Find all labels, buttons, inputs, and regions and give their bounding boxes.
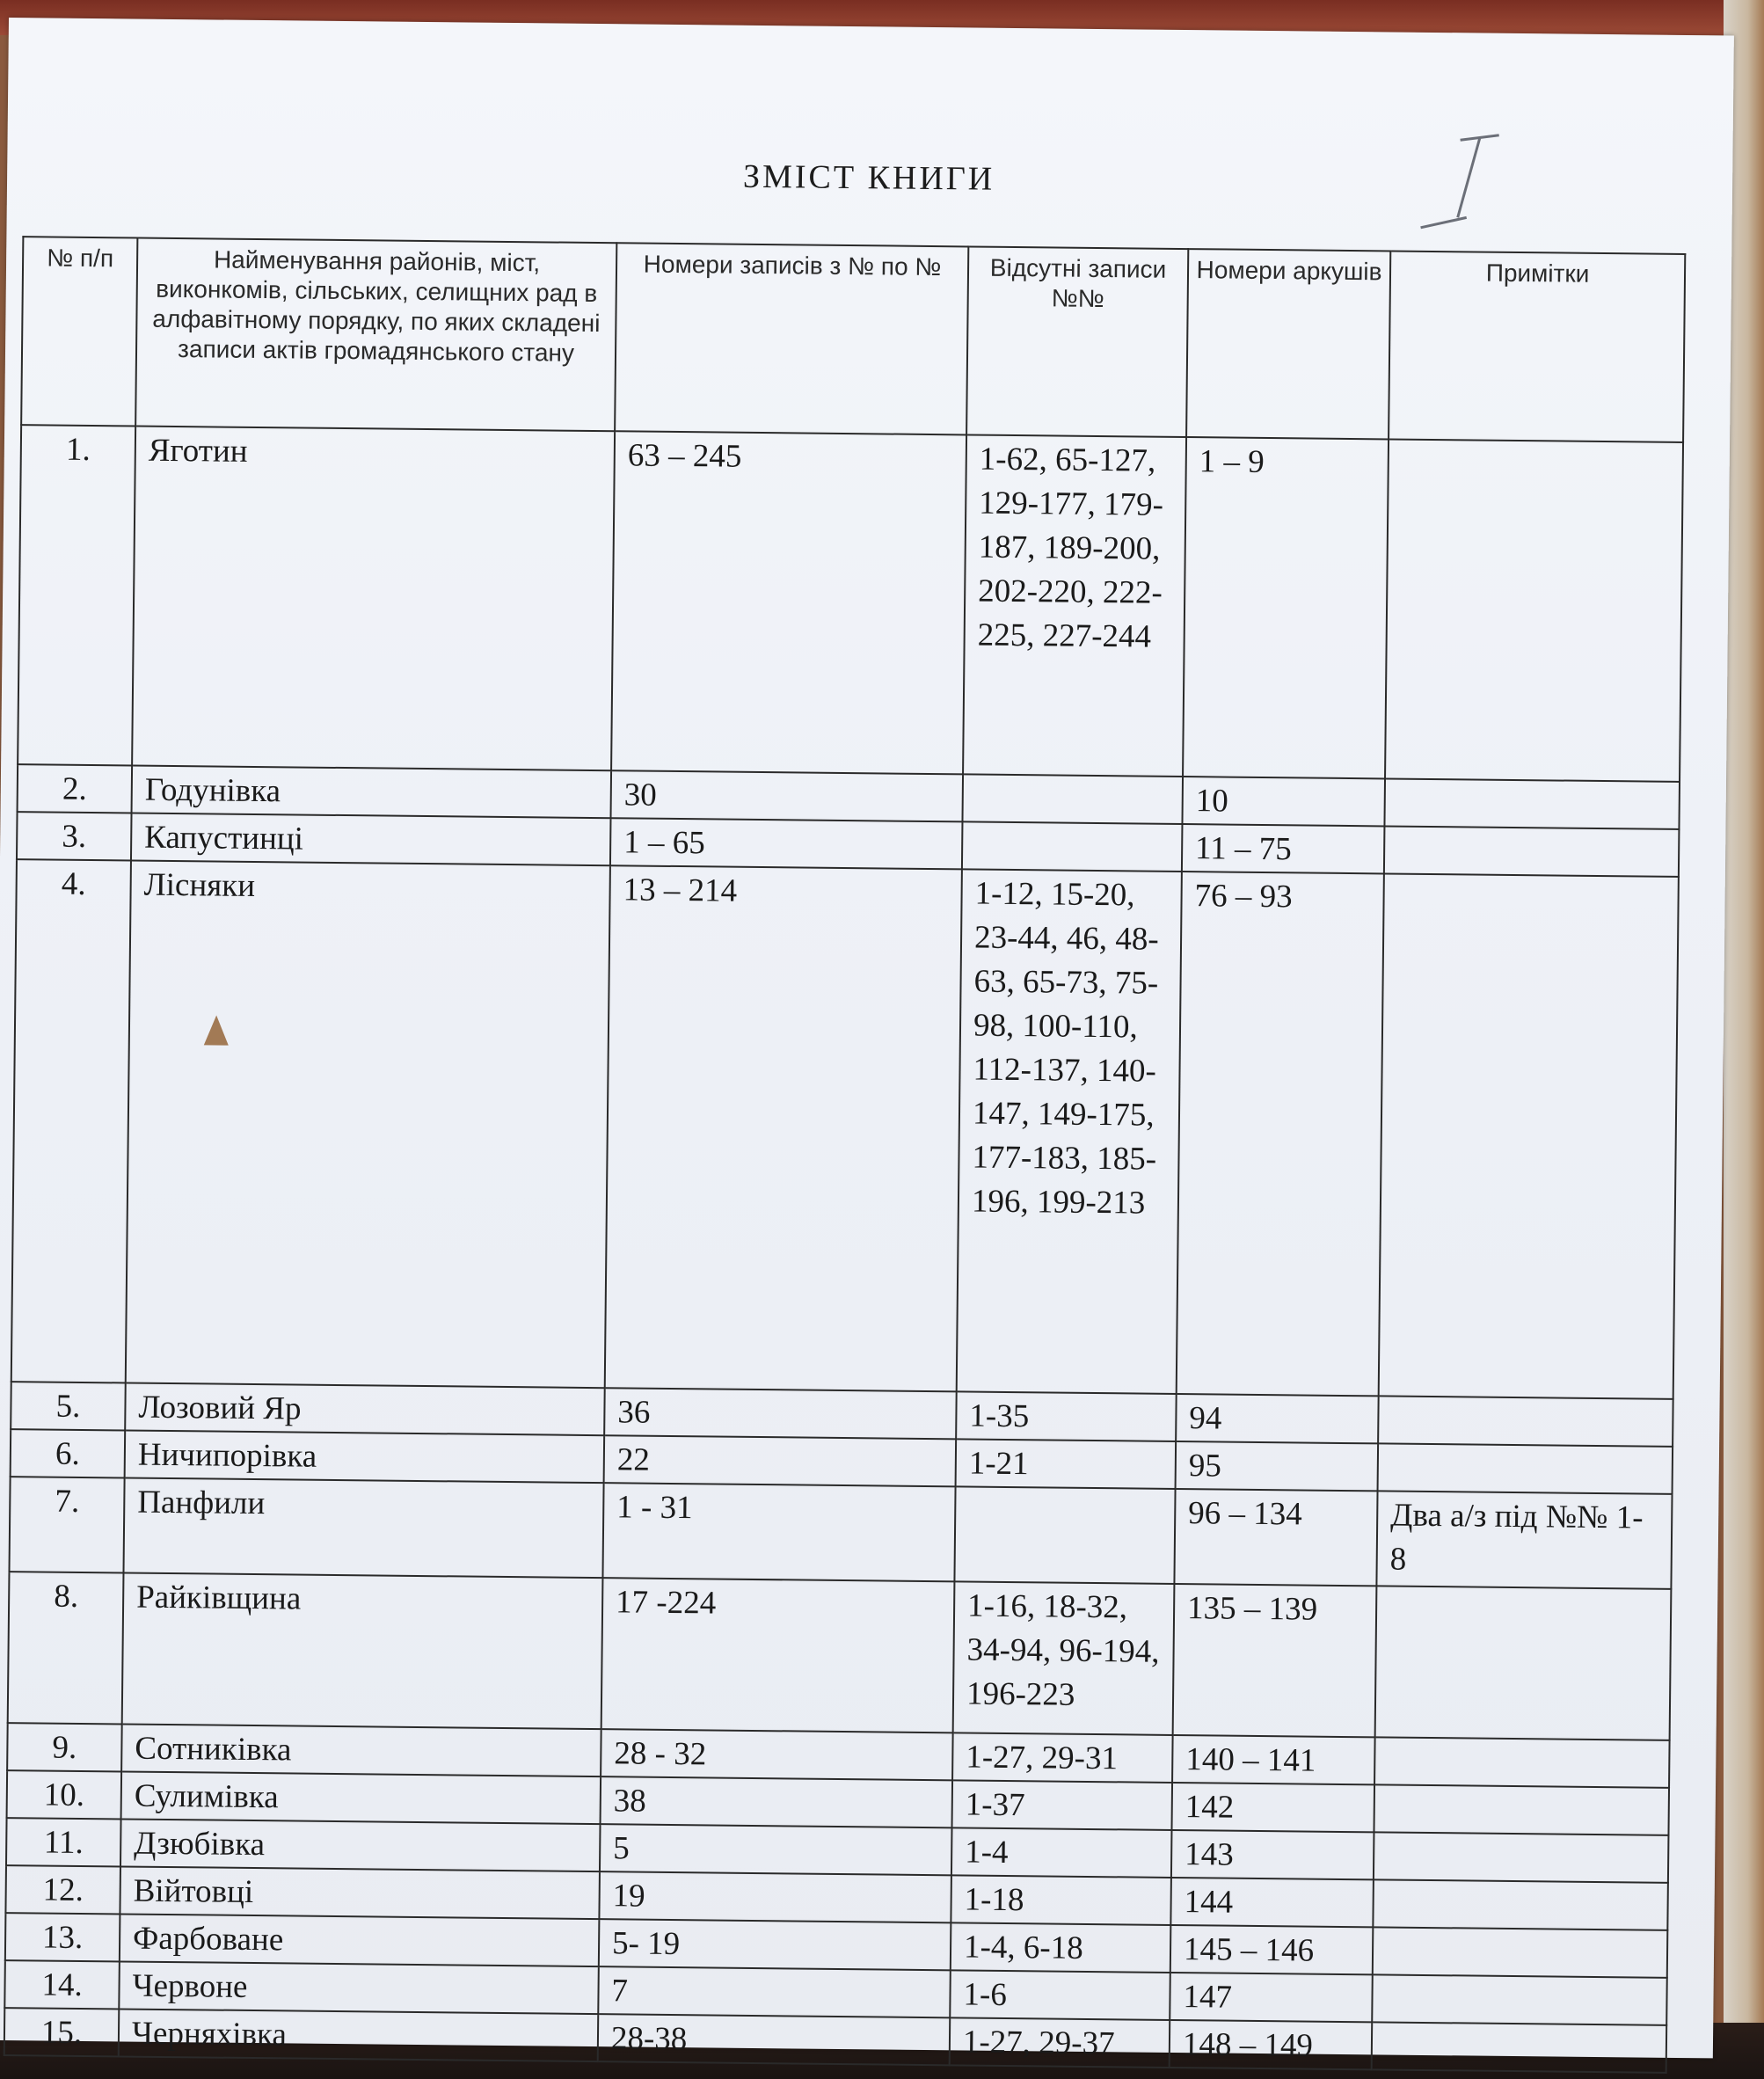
row-sheets: 148 – 149 <box>1170 2020 1373 2069</box>
table-row <box>8 1572 1672 1740</box>
row-name: Сотниківка <box>121 1724 601 1776</box>
row-sheets: 144 <box>1170 1878 1374 1927</box>
row-number: 3. <box>17 812 132 860</box>
row-number: 5. <box>11 1382 126 1430</box>
row-sheets: 96 – 134 <box>1174 1489 1377 1586</box>
row-records: 63 – 245 <box>611 431 966 774</box>
header-name: Найменування районів, міст, виконкомів, сільських, селищних рад в алфавітному порядку, по яких складені записи актів громадянського стану <box>135 238 616 432</box>
row-absent: 1-12, 15-20, 23-44, 46, 48-63, 65-73, 75-98, 100-110, 112-137, 140-147, 149-175, 177-183, 185-196, 199-213 <box>957 869 1182 1394</box>
row-records: 38 <box>601 1776 953 1827</box>
row-records: 36 <box>604 1388 957 1439</box>
row-records: 7 <box>598 1966 951 2017</box>
row-records: 30 <box>611 770 964 821</box>
row-records: 19 <box>599 1871 951 1922</box>
row-number: 8. <box>8 1572 124 1724</box>
table-row <box>11 859 1679 1399</box>
row-sheets: 147 <box>1170 1973 1373 2022</box>
header-number: № п/п <box>21 237 137 426</box>
row-name: Яготин <box>132 427 615 771</box>
row-name: Червоне <box>119 1961 599 2014</box>
row-sheets: 135 – 139 <box>1173 1584 1377 1737</box>
header-records: Номери записів з № по № <box>615 243 968 434</box>
row-number: 6. <box>11 1429 126 1477</box>
row-sheets: 10 <box>1182 777 1385 826</box>
row-records: 17 -224 <box>601 1578 955 1732</box>
row-name: Сулимівка <box>121 1771 601 1824</box>
row-notes <box>1372 1974 1667 2025</box>
row-absent: 1-21 <box>956 1439 1177 1489</box>
row-name: Війтовці <box>120 1866 600 1919</box>
handwritten-numeral-mark <box>1414 129 1512 236</box>
row-name: Капустинці <box>131 813 611 866</box>
row-notes <box>1384 778 1680 829</box>
row-notes <box>1374 1784 1669 1835</box>
row-absent: 1-4, 6-18 <box>951 1922 1171 1973</box>
row-sheets: 140 – 141 <box>1172 1735 1375 1784</box>
row-notes <box>1378 1443 1673 1494</box>
row-absent: 1-6 <box>950 1970 1170 2020</box>
row-records: 1 - 31 <box>602 1483 955 1581</box>
row-records: 28-38 <box>598 2014 951 2065</box>
row-sheets: 11 – 75 <box>1182 824 1385 873</box>
row-number: 14. <box>4 1960 120 2009</box>
row-notes <box>1385 439 1683 781</box>
row-absent: 1-62, 65-127, 129-177, 179-187, 189-200, 202-220, 222-225, 227-244 <box>963 434 1186 777</box>
row-absent <box>954 1486 1175 1584</box>
row-name: Лозовий Яр <box>125 1382 605 1435</box>
row-notes: Два а/з під №№ 1-8 <box>1376 1491 1672 1589</box>
row-number: 9. <box>7 1723 122 1771</box>
row-number: 10. <box>7 1770 122 1819</box>
page-title: ЗМІСТ КНИГИ <box>742 157 995 198</box>
contents-table <box>4 236 1687 2074</box>
row-absent: 1-27, 29-37 <box>950 2017 1170 2068</box>
row-records: 5- 19 <box>599 1919 951 1970</box>
row-notes <box>1379 873 1679 1398</box>
row-sheets: 95 <box>1176 1441 1379 1491</box>
table-row <box>18 425 1683 782</box>
row-absent: 1-16, 18-32, 34-94, 96-194, 196-223 <box>953 1581 1175 1735</box>
row-notes <box>1373 1927 1668 1978</box>
row-name: Фарбоване <box>120 1914 600 1966</box>
row-absent <box>962 774 1183 824</box>
row-absent <box>962 821 1183 872</box>
row-number: 4. <box>11 859 131 1382</box>
header-sheets: Номери аркушів <box>1186 249 1390 439</box>
row-number: 15. <box>4 2008 120 2056</box>
header-notes: Примітки <box>1389 251 1685 441</box>
header-absent: Відсутні записи №№ <box>966 246 1188 437</box>
row-records: 28 - 32 <box>601 1729 953 1780</box>
row-number: 1. <box>18 425 135 765</box>
row-number: 7. <box>9 1477 124 1572</box>
row-name: Лісняки <box>126 861 610 1389</box>
row-number: 2. <box>18 764 133 813</box>
row-notes <box>1373 1879 1668 1930</box>
document-sheet <box>0 18 1734 2064</box>
row-name: Годунівка <box>132 766 612 819</box>
row-sheets: 94 <box>1176 1394 1379 1443</box>
row-name: Ничипорівка <box>125 1430 605 1483</box>
row-notes <box>1374 1832 1669 1883</box>
row-name: Райківщина <box>122 1572 603 1729</box>
row-notes <box>1384 826 1680 877</box>
row-absent: 1-4 <box>951 1827 1172 1878</box>
row-number: 12. <box>5 1865 120 1914</box>
table-row <box>9 1477 1672 1589</box>
row-absent: 1-37 <box>952 1780 1173 1830</box>
row-records: 22 <box>604 1435 957 1486</box>
row-notes <box>1374 1737 1670 1788</box>
row-name: Дзюбівка <box>120 1819 601 1871</box>
row-records: 13 – 214 <box>605 865 962 1391</box>
row-records: 1 – 65 <box>610 818 963 869</box>
table-header-row <box>21 237 1685 442</box>
row-sheets: 145 – 146 <box>1170 1925 1374 1974</box>
row-notes <box>1378 1396 1673 1447</box>
row-sheets: 142 <box>1171 1783 1374 1832</box>
row-name: Панфили <box>123 1477 603 1578</box>
row-records: 5 <box>600 1824 952 1875</box>
row-number: 11. <box>6 1818 121 1866</box>
row-number: 13. <box>5 1913 120 1961</box>
row-sheets: 1 – 9 <box>1183 437 1389 778</box>
row-sheets: 76 – 93 <box>1177 872 1384 1396</box>
row-notes <box>1375 1586 1672 1740</box>
row-absent: 1-18 <box>951 1875 1171 1925</box>
row-notes <box>1372 2022 1667 2073</box>
row-name: Черняхівка <box>119 2009 599 2061</box>
row-absent: 1-27, 29-31 <box>952 1732 1173 1783</box>
row-absent: 1-35 <box>956 1391 1177 1441</box>
row-sheets: 143 <box>1171 1830 1374 1879</box>
